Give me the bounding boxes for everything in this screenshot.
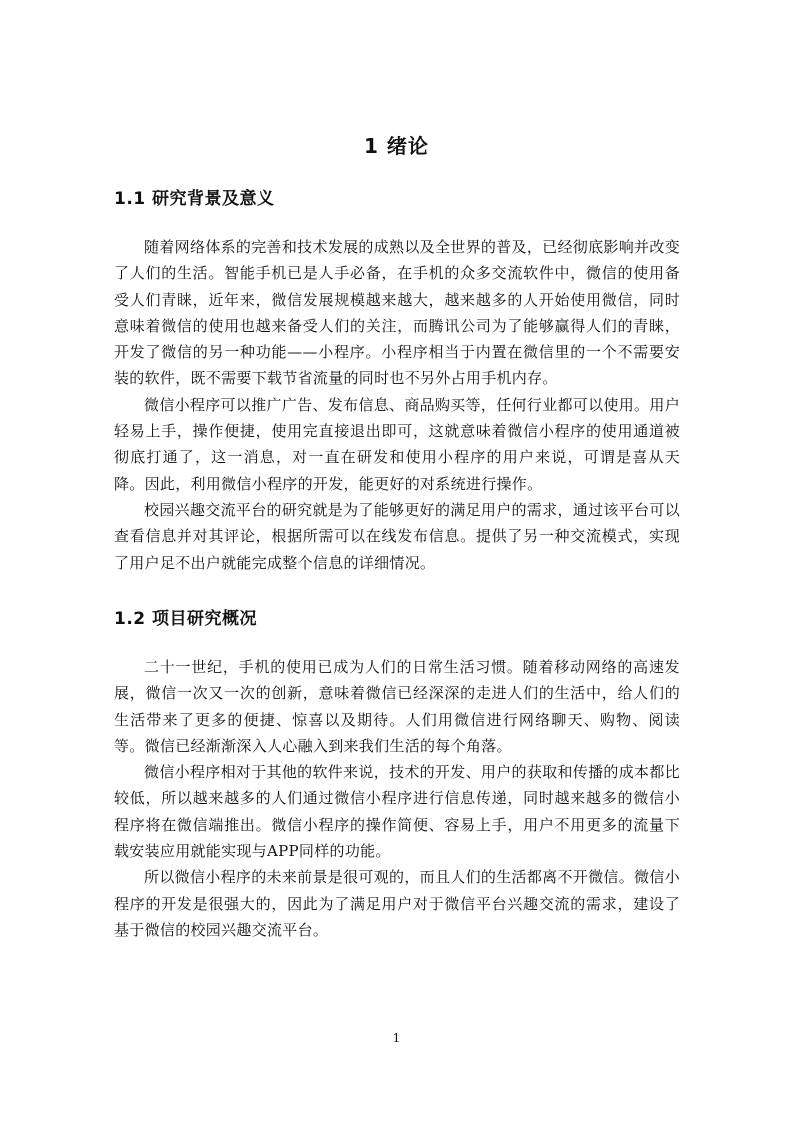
paragraph: 微信小程序相对于其他的软件来说，技术的开发、用户的获取和传播的成本都比较低，所以越来越多的人们通过微信小程序进行信息传递，同时越来越多的微信小程序将在微信端推出。微信小程序的操作简便、容易上手，用户不用更多的流量下载安装应用就能实现与APP同样的功能。 bbox=[114, 763, 680, 861]
section-body-1-2 bbox=[114, 654, 680, 943]
paragraph: 二十一世纪，手机的使用已成为人们的日常生活习惯。随着移动网络的高速发展，微信一次又一次的创新，意味着微信已经深深的走进人们的生活中，给人们的生活带来了更多的便捷、惊喜以及期待。人们用微信进行网络聊天、购物、阅读等。微信已经渐渐深入人心融入到来我们生活的每个角落。 bbox=[114, 658, 680, 755]
section-heading-1-1: 1.1 研究背景及意义 bbox=[114, 189, 275, 209]
paragraph: 微信小程序可以推广广告、发布信息、商品购买等，任何行业都可以使用。用户轻易上手，操作便捷，使用完直接退出即可，这就意味着微信小程序的使用通道被彻底打通了，这一消息，对一直在研发和使用小程序的用户来说，可谓是喜从天降。因此，利用微信小程序的开发，能更好的对系统进行操作。 bbox=[114, 395, 680, 493]
paragraph: 所以微信小程序的未来前景是很可观的，而且人们的生活都离不开微信。微信小程序的开发是很强大的，因此为了满足用户对于微信平台兴趣交流的需求，建设了基于微信的校园兴趣交流平台。 bbox=[114, 868, 680, 939]
paragraph: 校园兴趣交流平台的研究就是为了能够更好的满足用户的需求，通过该平台可以查看信息并对其评论，根据所需可以在线发布信息。提供了另一种交流模式，实现了用户足不出户就能完成整个信息的详细情况。 bbox=[114, 500, 680, 572]
section-heading-1-2: 1.2 项目研究概况 bbox=[114, 609, 258, 629]
section-body-1-1 bbox=[114, 234, 680, 576]
chapter-title: 1 绪论 bbox=[364, 134, 429, 158]
paragraph: 随着网络体系的完善和技术发展的成熟以及全世界的普及，已经彻底影响并改变了人们的生活。智能手机已是人手必备，在手机的众多交流软件中，微信的使用备受人们青睐，近年来，微信发展规模越来越大，越来越多的人开始使用微信，同时意味着微信的使用也越来备受人们的关注，而腾讯公司为了能够赢得人们的青睐，开发了微信的另一种功能——小程序。小程序相当于内置在微信里的一个不需要安装的软件，既不需要下载节省流量的同时也不另外占用手机内存。 bbox=[114, 238, 680, 388]
page-number: 1 bbox=[392, 1031, 401, 1045]
